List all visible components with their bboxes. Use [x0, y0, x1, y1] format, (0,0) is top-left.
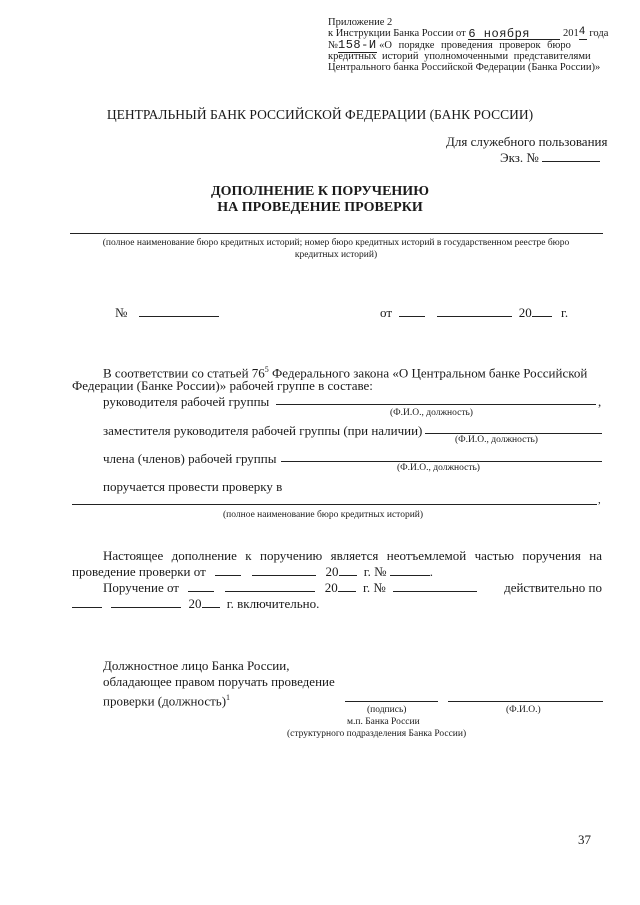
member-label: члена (членов) рабочей группы	[103, 451, 277, 466]
supplement-line3-number: г. №	[362, 580, 386, 595]
para1-line1-start: В соответствии со статьей 76	[103, 365, 265, 381]
entrusted-label: поручается провести проверку в	[103, 479, 283, 494]
copy-number-label: Экз. №	[500, 150, 539, 165]
appendix-title-line2: кредитных историй уполномоченными представителями	[328, 51, 591, 62]
signature-caption: (подпись)	[367, 705, 407, 715]
appendix-title-line3: Центрального банка Российской Федерации (Банка России)»	[328, 62, 601, 73]
supplement-line2-end: .	[429, 564, 434, 579]
copy-number-line	[500, 150, 600, 166]
official-position-label: проверки (должность)	[103, 693, 227, 709]
head-label: руководителя рабочей группы	[103, 394, 270, 409]
fio-line	[448, 701, 603, 702]
supplement-line2	[72, 564, 433, 580]
supplement-line4-end: г. включительно.	[226, 596, 320, 611]
order-date-field	[380, 305, 568, 321]
bureau-caption-line2: кредитных историй)	[294, 250, 378, 260]
unit-caption: (структурного подразделения Банка России)	[287, 729, 467, 739]
confidential-label: Для служебного пользования	[446, 134, 608, 149]
supplement-line3-year: 20	[324, 580, 338, 595]
appendix-year-prefix: 201	[563, 28, 579, 39]
bureau-name-line	[70, 233, 603, 234]
signature-line	[345, 701, 438, 702]
order-number-field	[115, 305, 219, 321]
supplement-line4-year: 20	[188, 596, 202, 611]
deputy-name-line	[425, 433, 602, 434]
supplement-line2-start: проведение проверки от	[72, 564, 206, 579]
org-header: ЦЕНТРАЛЬНЫЙ БАНК РОССИЙСКОЙ ФЕДЕРАЦИИ (БАНК РОССИИ)	[106, 107, 534, 122]
order-year-prefix: 20	[518, 305, 532, 320]
document-title-line1: ДОПОЛНЕНИЕ К ПОРУЧЕНИЮ	[211, 184, 429, 199]
appendix-number-line	[328, 40, 601, 51]
document-title-line2: НА ПРОВЕДЕНИЕ ПРОВЕРКИ	[217, 200, 423, 215]
official-line3	[103, 690, 230, 709]
supplement-line3	[103, 580, 602, 596]
appendix-label: Приложение 2	[328, 17, 393, 28]
supplement-line2-number: г. №	[363, 564, 387, 579]
head-name-line	[276, 404, 596, 405]
head-comma: ,	[598, 394, 602, 409]
page-number: 37	[578, 832, 591, 847]
supplement-line1: Настоящее дополнение к поручению является неотъемлемой частью поручения на	[103, 548, 602, 563]
member-fio-caption: (Ф.И.О., должность)	[397, 463, 480, 473]
full-name-caption: (полное наименование бюро кредитных историй)	[223, 510, 424, 520]
appendix-year-digit: 4	[578, 26, 586, 38]
appendix-number: 158-И	[338, 38, 377, 52]
supplement-line4	[72, 596, 319, 612]
appendix-day: 6	[468, 27, 477, 41]
bureau-full-name-line	[72, 504, 597, 505]
deputy-fio-caption: (Ф.И.О., должность)	[455, 435, 538, 445]
order-number-label: №	[115, 305, 128, 320]
para1-line1-end: Федерального закона «О Центральном банке Российской	[272, 365, 588, 381]
member-name-line	[281, 461, 602, 462]
order-date-label: от	[380, 305, 393, 320]
para1-superscript: 5	[264, 365, 269, 374]
supplement-line3-valid: действительно по	[504, 580, 602, 595]
appendix-instruction-prefix: к Инструкции Банка России от	[328, 28, 466, 39]
appendix-month: ноября	[483, 27, 531, 41]
head-fio-caption: (Ф.И.О., должность)	[390, 408, 473, 418]
bureau-caption-line1: (полное наименование бюро кредитных историй; номер бюро кредитных историй в государственном реестре бюро	[102, 238, 570, 248]
deputy-label: заместителя руководителя рабочей группы (при наличии)	[103, 423, 423, 438]
bureau-line-comma: ,	[598, 494, 601, 506]
supplement-line2-year: 20	[325, 564, 339, 579]
supplement-line3-start: Поручение от	[103, 580, 179, 595]
official-footnote-mark: 1	[226, 693, 231, 702]
official-line1: Должностное лицо Банка России,	[103, 658, 290, 673]
order-year-suffix: г.	[561, 305, 569, 320]
fio-signature-caption: (Ф.И.О.)	[506, 705, 541, 715]
para1-line2: Федерации (Банке России)» рабочей группе в составе:	[72, 378, 373, 393]
stamp-label: м.п. Банка России	[347, 717, 420, 727]
appendix-year-suffix: года	[589, 28, 609, 39]
appendix-number-symbol: №	[328, 40, 339, 51]
appendix-title-start: «О порядке проведения проверок бюро	[379, 40, 571, 51]
official-line2: обладающее правом поручать проведение	[103, 674, 335, 689]
